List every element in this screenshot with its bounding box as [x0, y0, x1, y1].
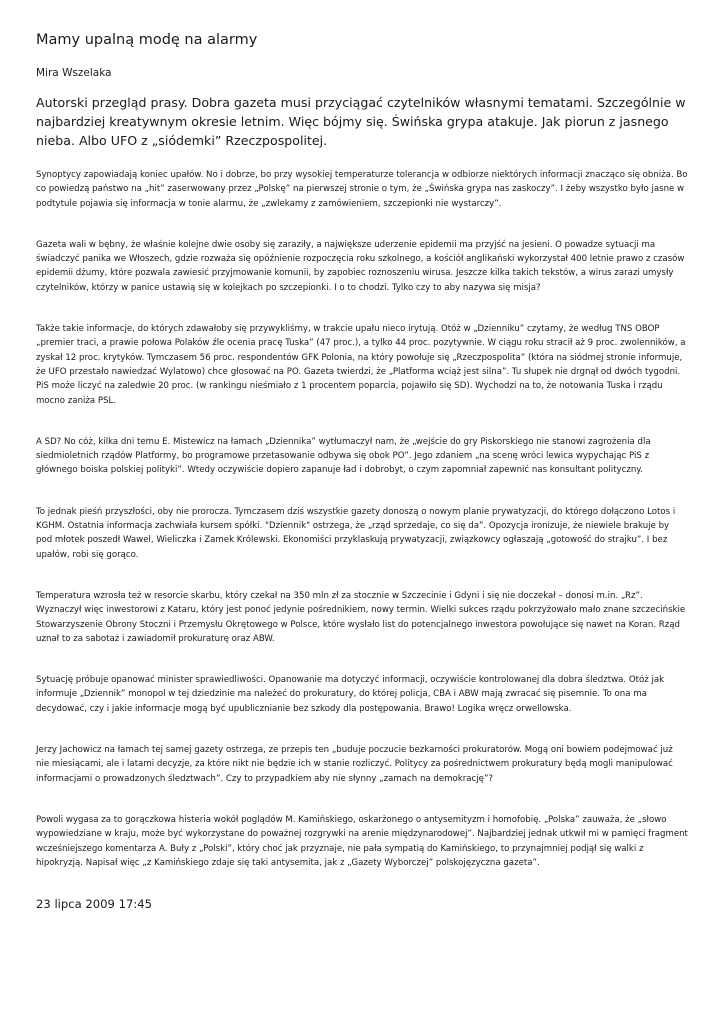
article-paragraph: Gazeta wali w bębny, że właśnie kolejne dwie osoby się zaraziły, a największe uderzenie epidemii ma przyjść na jesieni. O powadze sytuacji ma świadczyć panika we Włoszech, gdzie rozważa się opóźnienie rozpoczęcia roku szkolnego, a kościół anglikański wykorzystał 400 letnie prawo z czasów epidemii dżumy, które pozwala zawiesić przyjmowanie komunii, by zapobiec roznoszeniu wirusa. Jeszcze kilka takich tekstów, a wirus zarazi umysły czytelników, którzy w panice ustawią się w kolejkach po szczepionki. I o to chodzi. Tylko czy to aby nazywa się misja?: [36, 239, 685, 293]
article-paragraph: A SD? No cóż, kilka dni temu E. Mistewicz na łamach „Dziennika” wytłumaczył nam, że „wejście do gry Piskorskiego nie stanowi zagrożenia dla siedmioletnich rządów Platformy, bo programowe przetasowanie odbywa się obok PO”. Jego zdaniem „na scenę wróci lewica wypychając PiS z głównego boiska polskiej polityki”. Wtedy oczywiście dopiero zapanuje ład i dobrobyt, o czym zapomniał zapewnić nas konsultant polityczny.: [36, 436, 651, 476]
article-title: Mamy upalną modę na alarmy: [36, 32, 258, 48]
article-paragraph: Jerzy Jachowicz na łamach tej samej gazety ostrzega, ze przepis ten „buduje poczucie bezkarności prokuratorów. Mogą oni bowiem podejmować już nie miesiącami, ale i latami decyzje, za które nikt nie będzie ich w stanie rozliczyć. Politycy za pośrednictwem prokuratury będą mogli manipulować informacjami o prowadzonych śledztwach”. Czy to przypadkiem aby nie słynny „zamach na demokrację”?: [36, 745, 673, 784]
article-paragraph: Także takie informacje, do których zdawałoby się przywykliśmy, w trakcie upału nieco irytują. Otóż w „Dzienniku” czytamy, że według TNS OBOP „premier traci, a prawie połowa Polaków źle ocenia pracę Tuska” (47 proc.), a tylko 44 proc. pozytywnie. W ciągu roku stracił aż 9 proc. zwolenników, a zyskał 12 proc. krytyków. Tymczasem 56 proc. respondentów GFK Polonia, na który powołuje się „Rzeczpospolita” (która na siódmej stronie informuje, że UFO przestało nawiedzać Wylatowo) chce głosować na PO. Gazeta twierdzi, że „Platforma wciąż jest silna”. Tu słupek nie drgnął od dwóch tygodni. PiS może liczyć na zaledwie 20 proc. (w rankingu nieśmiało z 1 procentem poparcia, pojawiło się SD). Wychodzi na to, że notowania Tuska i rządu mocno zaniża PSL.: [36, 324, 686, 406]
article-paragraph: To jednak pieśń przyszłości, oby nie prorocza. Tymczasem dziś wszystkie gazety donoszą o nowym planie prywatyzacji, do którego dołączono Lotos i KGHM. Ostatnia informacja zachwiała kursem spółki. "Dziennik" ostrzega, że „rząd sprzedaje, co się da”. Opozycja ironizuje, że niewiele brakuje by pod młotek poszedł Wawel, Wieliczka i Zamek Królewski. Ekonomiści przyklaskują prywatyzacji, związkowcy ogłaszają „gotowość do strajku”. I bez upałów, robi się gorąco.: [36, 506, 676, 560]
article-paragraph: Synoptycy zapowiadają koniec upałów. No i dobrze, bo przy wysokiej temperaturze tolerancja w odbiorze niektórych informacji znacząco się obniża. Bo co powiedzą państwo na „hit” zaserwowany przez „Polskę” na pierwszej stronie o tym, że „Świńska grypa nas zaskoczy”. I żeby wszystko było jasne w podtytule pojawia się informacja w tonie alarmu, że „zwlekamy z zamówieniem, szczepionki nie wystarczy”.: [36, 170, 688, 209]
article-paragraph: Temperatura wzrosła też w resorcie skarbu, który czekał na 350 mln zł za stocznie w Szczecinie i Gdyni i się nie doczekał – donosi m.in. „Rz”. Wyznaczył więc inwestorowi z Kataru, który jest ponoć jedynie pośrednikiem, nowy termin. Wielki sukces rządu pokrzyżowało mało znane szczecińskie Stowarzyszenie Obrony Stoczni i Przemysłu Okrętowego w Polsce, które wysłało list do potencjalnego inwestora powołujące się nawet na Koran. Rząd uznał to za sabotaż i zawiadomił prokuraturę oraz ABW.: [36, 590, 686, 644]
article-paragraph: Powoli wygasa za to gorączkowa histeria wokół poglądów M. Kamińskiego, oskarżonego o antysemityzm i homofobię. „Polska” zauważa, że „słowo wypowiedziane w kraju, może być wykorzystane do poważnej rozgrywki na arenie międzynarodowej”. Najbardziej jednak utkwił mi w pamięci fragment wcześniejszego komentarza A. Buły z „Polski”, który choć jak przyznaje, nie pała sympatią do Kamińskiego, to przynajmniej podjął się walki z hipokryzją. Napisał więc „z Kamińskiego zdaje się taki antysemita, jak z „Gazety Wyborczej” polskojęzyczna gazeta”.: [36, 814, 688, 868]
article-date: 23 lipca 2009 17:45: [36, 897, 153, 912]
article-lead: Autorski przegląd prasy. Dobra gazeta musi przyciągać czytelników własnymi tematami. Szczególnie w najbardziej kreatywnym okresie letnim. Więc bójmy się. Świńska grypa atakuje. Jak piorun z jasnego nieba. Albo UFO z „siódemki” Rzeczpospolitej.: [36, 95, 686, 148]
article-author: Mira Wszelaka: [36, 67, 112, 79]
article-paragraph: Sytuację próbuje opanować minister sprawiedliwości. Opanowanie ma dotyczyć informacji, oczywiście kontrolowanej dla dobra śledztwa. Otóż jak informuje „Dziennik” monopol w tej dziedzinie ma należeć do prokuratury, do której policja, CBA i ABW mają zwracać się pisemnie. To ona ma decydować, czy i jakie informacje mogą być upublicznianie bez szkody dla postępowania. Brawo! Logika wręcz orwellowska.: [36, 675, 665, 714]
article: [36, 30, 688, 912]
